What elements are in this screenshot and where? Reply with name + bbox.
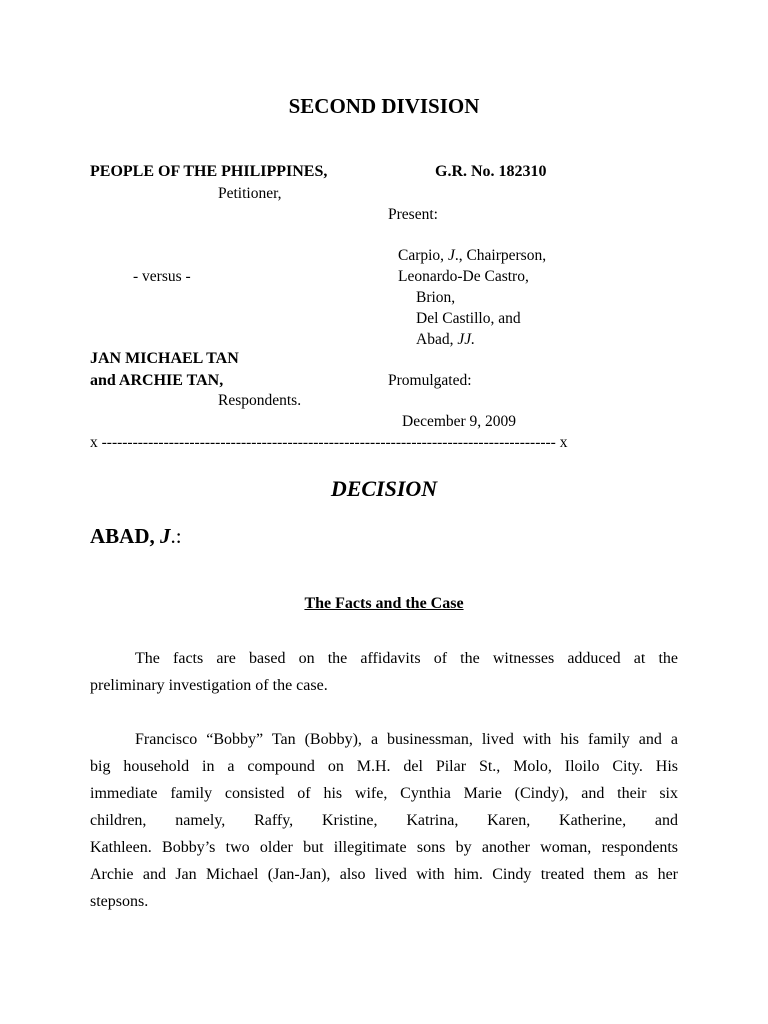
promulgated-date: December 9, 2009 bbox=[402, 413, 517, 430]
paragraph-line: preliminary investigation of the case. bbox=[90, 677, 328, 694]
paragraph-line: Francisco “Bobby” Tan (Bobby), a businessman, lived with his family and a bbox=[135, 731, 678, 748]
paragraph-line: big household in a compound on M.H. del Pilar St., Molo, Iloilo City. His bbox=[90, 758, 678, 775]
section-title: The Facts and the Case bbox=[304, 595, 464, 612]
justice-abad: Abad, JJ. bbox=[416, 331, 475, 348]
respondent-line-1: JAN MICHAEL TAN bbox=[90, 350, 239, 367]
decision-title: DECISION bbox=[330, 476, 438, 501]
petitioner-role: Petitioner, bbox=[218, 185, 282, 202]
versus-label: - versus - bbox=[133, 268, 191, 285]
caption-divider: x ---------------------------------------------------------------------------------------- x bbox=[90, 435, 568, 451]
paragraph-1 bbox=[90, 645, 678, 699]
paragraph-line: Archie and Jan Michael (Jan-Jan), also lived with him. Cindy treated them as her bbox=[90, 866, 678, 883]
justice-del-castillo: Del Castillo, and bbox=[416, 310, 521, 327]
promulgated-label: Promulgated: bbox=[388, 372, 472, 389]
ponente: ABAD, J.: bbox=[90, 524, 182, 548]
present-label: Present: bbox=[388, 206, 438, 223]
paragraph-2 bbox=[90, 726, 678, 915]
paragraph-line: children, namely, Raffy, Kristine, Katrina, Karen, Katherine, and bbox=[90, 812, 678, 829]
justice-brion: Brion, bbox=[416, 289, 456, 306]
case-number: G.R. No. 182310 bbox=[435, 163, 547, 180]
paragraph-line: The facts are based on the affidavits of the witnesses adduced at the bbox=[135, 650, 678, 667]
paragraph-line: Kathleen. Bobby’s two older but illegitimate sons by another woman, respondents bbox=[90, 839, 678, 856]
paragraph-line: immediate family consisted of his wife, Cynthia Marie (Cindy), and their six bbox=[90, 785, 678, 802]
respondent-role: Respondents. bbox=[218, 392, 302, 409]
respondent-line-2: and ARCHIE TAN, bbox=[90, 372, 224, 389]
petitioner-name: PEOPLE OF THE PHILIPPINES, bbox=[90, 163, 328, 180]
paragraph-line: stepsons. bbox=[90, 893, 149, 910]
division-heading: SECOND DIVISION bbox=[288, 94, 480, 118]
justice-leonardo-de-castro: Leonardo-De Castro, bbox=[398, 268, 529, 285]
justice-carpio: Carpio, J., Chairperson, bbox=[398, 247, 547, 264]
